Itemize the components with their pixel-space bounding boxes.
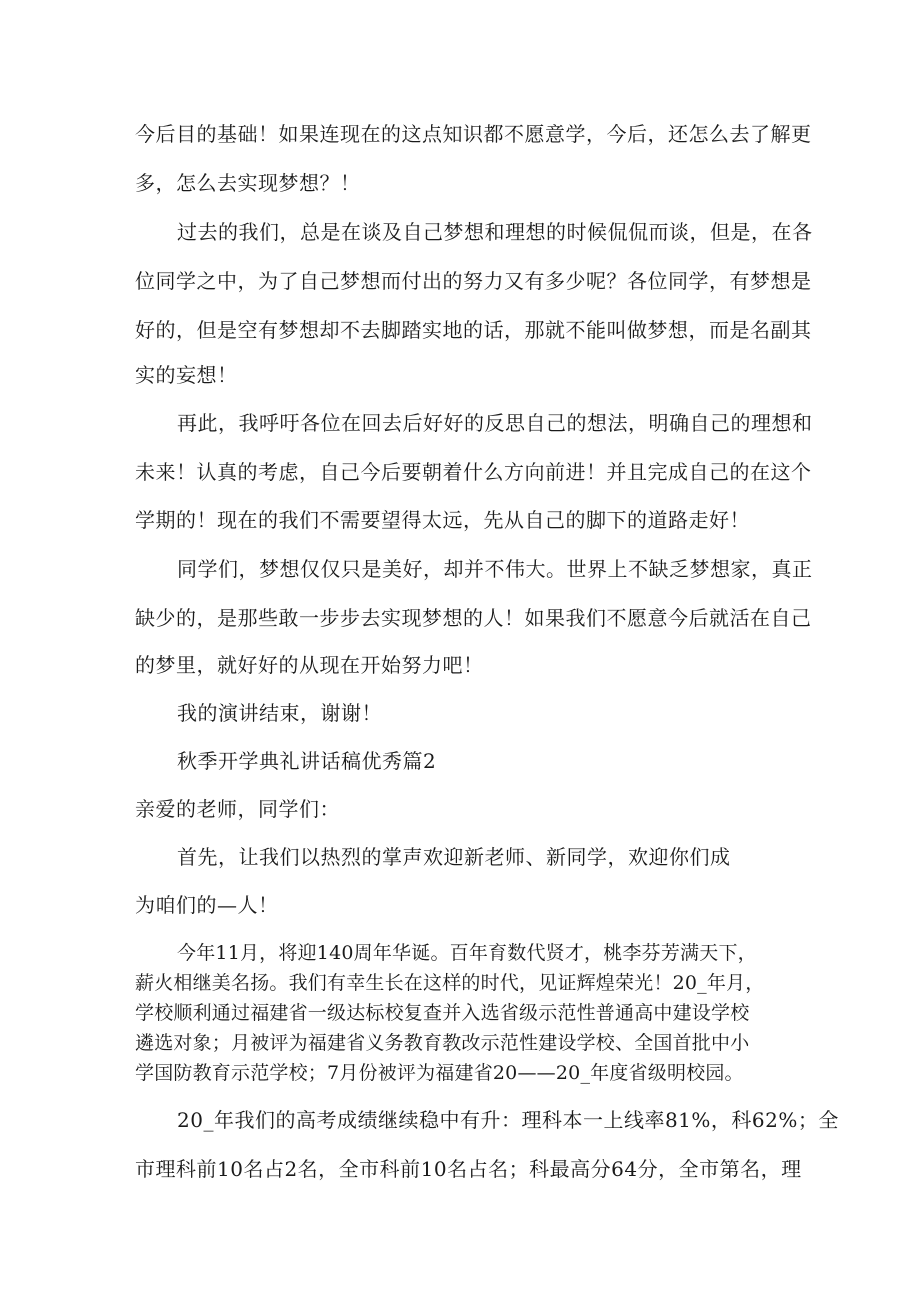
paragraph-line: 学校顺利通过福建省一级达标校复查并入选省级示范性普通高中建设学校: [135, 1002, 750, 1024]
paragraph-line: 今后目的基础！如果连现在的这点知识都不愿意学，今后，还怎么去了解更: [135, 122, 812, 146]
paragraph-line: 今年11月，将迎140周年华诞。百年育数代贤才，桃李芬芳满天下，: [177, 942, 757, 964]
paragraph-line: 好的，但是空有梦想却不去脚踏实地的话，那就不能叫做梦想，而是名副其: [135, 318, 812, 342]
paragraph-line: 为咱们的—人！: [135, 893, 279, 917]
paragraph-line: 过去的我们，总是在谈及自己梦想和理想的时候侃侃而谈，但是，在各: [177, 220, 813, 244]
paragraph-line: 再此，我呼吁各位在回去后好好的反思自己的想法，明确自己的理想和: [177, 411, 813, 435]
paragraph-line: 缺少的，是那些敢一步步去实现梦想的人！如果我们不愿意今后就活在自己: [135, 606, 812, 630]
paragraph-line: 薪火相继美名扬。我们有幸生长在这样的时代，见证辉煌荣光！20_年月，: [135, 972, 765, 994]
paragraph-line: 同学们，梦想仅仅只是美好，却并不伟大。世界上不缺乏梦想家，真正: [177, 557, 813, 581]
paragraph-line: 实的妄想！: [135, 363, 238, 387]
paragraph-line: 市理科前10名占2名，全市科前10名占名；科最高分64分，全市第名，理: [135, 1157, 802, 1181]
paragraph-line: 首先，让我们以热烈的掌声欢迎新老师、新同学，欢迎你们成: [177, 845, 731, 869]
paragraph-line: 位同学之中，为了自己梦想而付出的努力又有多少呢？各位同学，有梦想是: [135, 269, 812, 293]
paragraph-line: 我的演讲结束，谢谢！: [177, 701, 382, 725]
salutation: 亲爱的老师，同学们：: [135, 797, 340, 821]
paragraph-line: 多，怎么去实现梦想？！: [135, 171, 361, 195]
paragraph-line: 学国防教育示范学校；7月份被评为福建省20——20_年度省级明校园。: [135, 1062, 744, 1084]
paragraph-line: 的梦里，就好好的从现在开始努力吧！: [135, 653, 484, 677]
paragraph-line: 遴选对象；月被评为福建省义务教育教改示范性建设学校、全国首批中小: [135, 1032, 750, 1054]
section-heading: 秋季开学典礼讲话稿优秀篇2: [177, 749, 437, 773]
paragraph-line: 未来！认真的考虑，自己今后要朝着什么方向前进！并且完成自己的在这个: [135, 460, 812, 484]
paragraph-line: 20_年我们的高考成绩继续稳中有升：理科本一上线率81%，科62%；全: [177, 1108, 839, 1132]
paragraph-line: 学期的！现在的我们不需要望得太远，先从自己的脚下的道路走好！: [135, 508, 750, 532]
